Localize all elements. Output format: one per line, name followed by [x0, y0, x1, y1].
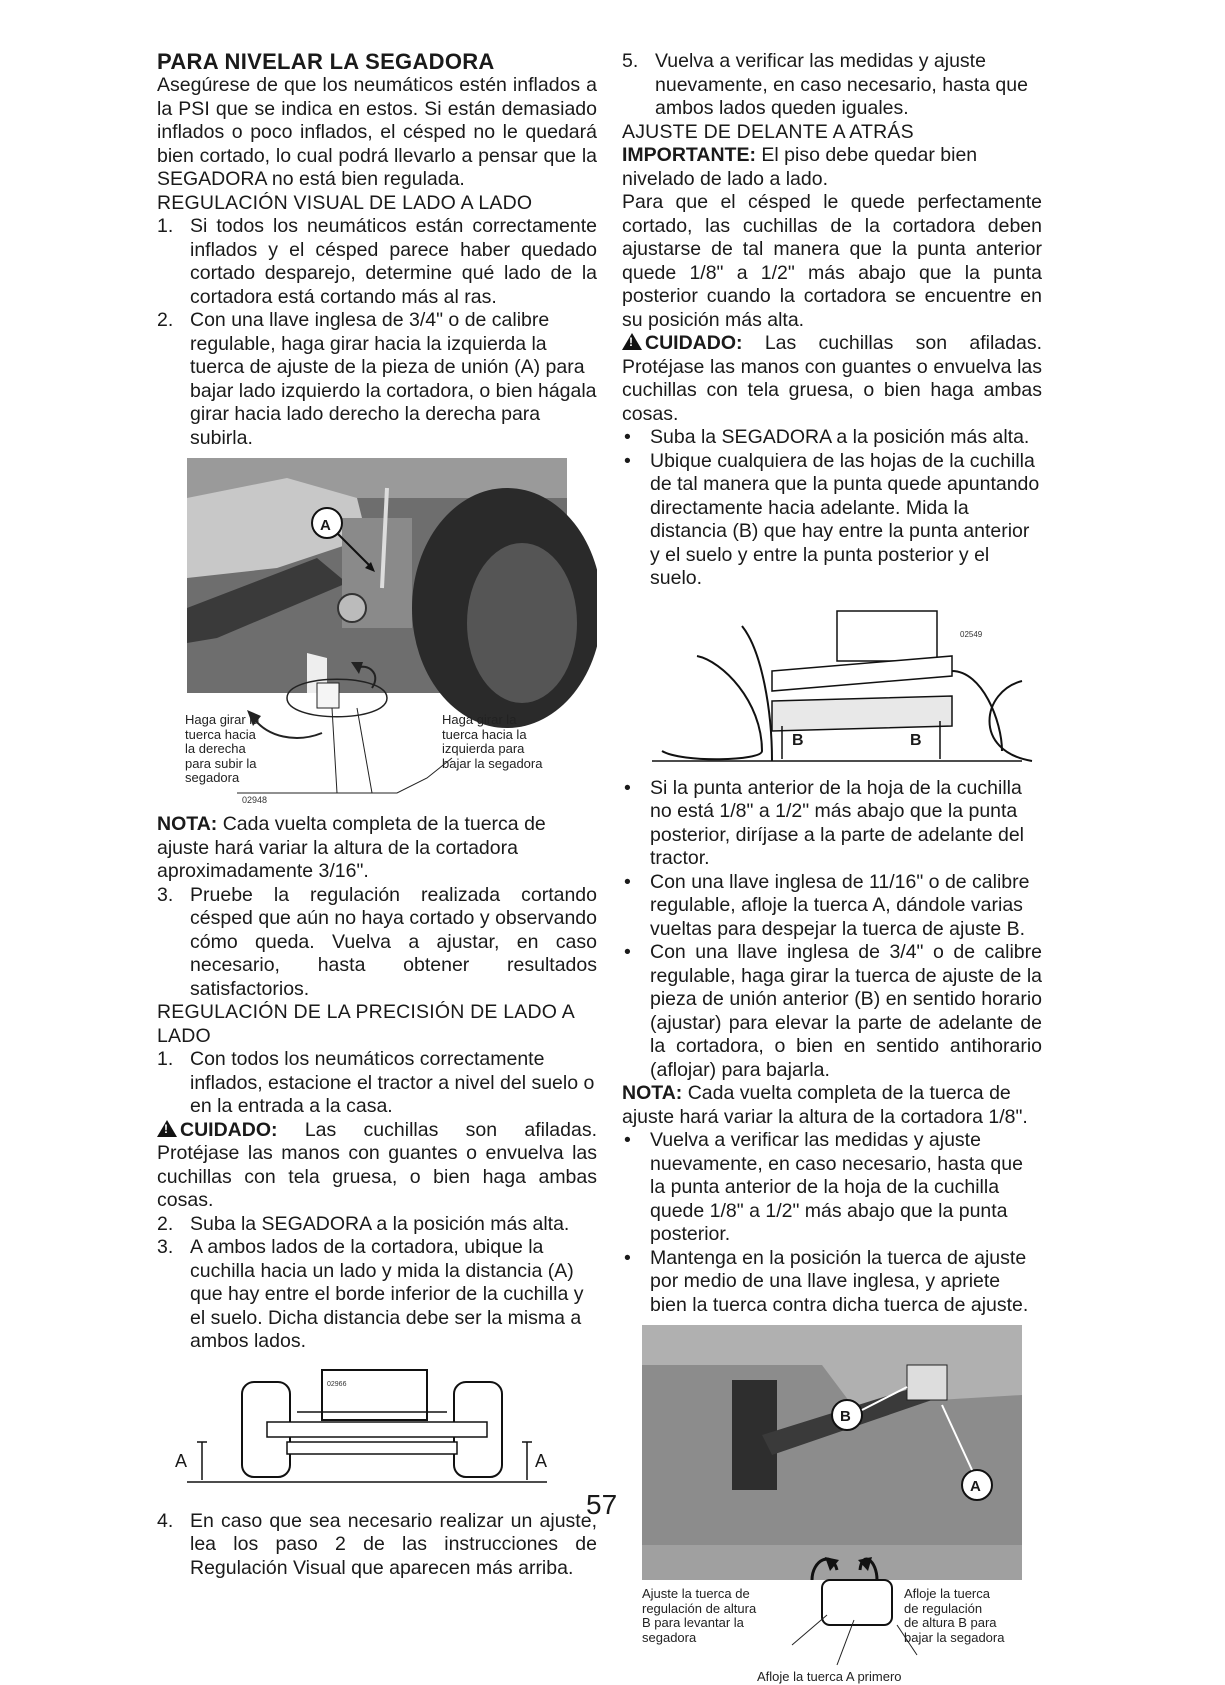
- figure-code: 02549: [960, 629, 983, 639]
- caption-raise: Ajuste la tuerca de regulación de altura B para levantar la segadora: [642, 1586, 757, 1645]
- intro-paragraph: Asegúrese de que los neumáticos estén inflados a la PSI que se indica en estos. Si están demasiado inflados o poco inflados, el césped no le quedará bien cortado, lo cual podrá llevarlo a pensar que la SEGADORA no está bien regulada.: [157, 74, 597, 190]
- nut-label-a: A: [320, 517, 331, 534]
- front-back-measure-figure: [622, 601, 1042, 771]
- figure-code: 02948: [242, 795, 268, 805]
- nut-label-b: B: [840, 1408, 851, 1425]
- nut-label-a: A: [970, 1478, 981, 1495]
- side-measure-illustration: [157, 1362, 597, 1502]
- caution-2: !CUIDADO: Las cuchillas son afiladas. Protéjase las manos con guantes o envuelva las cuchillas con tela gruesa, o bien haga ambas cosas.: [622, 332, 1042, 426]
- measure-label-right: B: [910, 731, 922, 749]
- bullet-item: • Mantenga en la posición la tuerca de ajuste por medio de una llave inglesa, y apriete bien la tuerca contra dicha tuerca de ajuste.: [624, 1246, 1029, 1316]
- caution-1: !CUIDADO: Las cuchillas son afiladas. Protéjase las manos con guantes o envuelva las cuchillas con tela gruesa, o bien haga ambas cosas.: [157, 1119, 597, 1213]
- side-measure-figure: [157, 1362, 597, 1502]
- front-adjust-figure: [622, 1325, 1042, 1685]
- step-2: 2. Con una llave inglesa de 3/4" o de calibre regulable, haga girar hacia la izquierda la tuerca de ajuste de la pieza de unión (A) para bajar lado izquierdo la cortadora, o bien hágala girar hacia lado derecho la derecha para subirla.: [157, 309, 597, 449]
- left-column: [157, 50, 597, 1580]
- step-3b: 3. A ambos lados de la cortadora, ubique la cuchilla hacia un lado y mida la distancia (A) que hay entre el borde inferior de la cuchilla y el suelo. Dicha distancia debe ser la misma a ambos lados.: [157, 1236, 584, 1352]
- step-1: 1. Si todos los neumáticos están correctamente inflados y el césped parece haber quedado cortado desparejo, determine qué lado de la cortadora está cortando más al ras.: [157, 215, 597, 308]
- measure-label-left: A: [175, 1450, 188, 1471]
- right-column: [622, 50, 1042, 1685]
- precision-regulation-heading: REGULACIÓN DE LA PRECISIÓN DE LADO A LADO: [157, 1001, 574, 1047]
- step-5: 5. Vuelva a verificar las medidas y ajuste nuevamente, en caso necesario, hasta que ambos lados queden iguales.: [622, 50, 1028, 119]
- bullet-item: • Con una llave inglesa de 3/4" o de calibre regulable, haga girar la tuerca de ajuste de la pieza de unión anterior (B) en sentido horario (ajustar) para elevar la parte de adelante de la cortadora, o bien en sentido antihorario (aflojar) para bajarla.: [624, 941, 1042, 1081]
- note-1: NOTA: Cada vuelta completa de la tuerca de ajuste hará variar la altura de la cortadora aproximadamente 3/16".: [157, 813, 546, 882]
- front-back-heading: AJUSTE DE DELANTE A ATRÁS: [622, 120, 914, 143]
- caption-raise: Haga girar la tuerca hacia la derecha para subir la segadora: [185, 712, 260, 785]
- measure-label-left: B: [792, 731, 804, 749]
- measure-label-right: A: [535, 1450, 548, 1471]
- section-title: PARA NIVELAR LA SEGADORA: [157, 49, 495, 74]
- front-back-paragraph: Para que el césped le quede perfectamente cortado, las cuchillas de la cortadora deben ajustarse de tal manera que la punta anterior quede 1/8" a 1/2" más abajo que la punta posterior cuando la cortadora se encuentre en su posición más alta.: [622, 191, 1042, 331]
- step-3: 3. Pruebe la regulación realizada cortando césped que aún no haya cortado y observando cómo queda. Vuelva a ajustar, en caso necesario, hasta obtener resultados satisfactorios.: [157, 883, 597, 1000]
- bullet-item: • Si la punta anterior de la hoja de la cuchilla no está 1/8" a 1/2" más abajo que la punta posterior, diríjase a la parte de adelante del tractor.: [624, 776, 1024, 869]
- step-1b: 1. Con todos los neumáticos correctamente inflados, estacione el tractor a nivel del suelo o en la entrada a la casa.: [157, 1048, 595, 1117]
- page-number: 57: [586, 1489, 618, 1520]
- nut-adjust-figure: [157, 458, 597, 813]
- bullet-item: • Con una llave inglesa de 11/16" o de calibre regulable, afloje la tuerca A, dándole varias vueltas para despejar la tuerca de ajuste B.: [624, 870, 1030, 940]
- warning-icon: [622, 333, 642, 350]
- bullet-item: • Vuelva a verificar las medidas y ajuste nuevamente, en caso necesario, hasta que la punta anterior de la hoja de la cuchilla quede 1/8" a 1/2" más abajo que la punta posterior.: [624, 1129, 1023, 1245]
- caption-loosen-a: Afloje la tuerca A primero: [757, 1669, 902, 1684]
- warning-icon: [157, 1120, 177, 1137]
- step-2b: 2. Suba la SEGADORA a la posición más alta.: [157, 1212, 570, 1235]
- caption-lower: Haga girar la tuerca hacia la izquierda para bajar la segadora: [442, 712, 543, 771]
- step-4: 4. En caso que sea necesario realizar un ajuste, lea los paso 2 de las instrucciones de Regulación Visual que aparecen más arriba.: [157, 1509, 597, 1579]
- figure-code: 02966: [327, 1380, 347, 1388]
- caption-lower: Afloje la tuerca de regulación de altura B para bajar la segadora: [904, 1586, 1005, 1645]
- visual-regulation-heading: REGULACIÓN VISUAL DE LADO A LADO: [157, 191, 533, 214]
- note-2: NOTA: Cada vuelta completa de la tuerca de ajuste hará variar la altura de la cortadora 1/8".: [622, 1082, 1028, 1128]
- bullet-item: • Ubique cualquiera de las hojas de la cuchilla de tal manera que la punta quede apuntando directamente hacia adelante. Mida la distancia (B) que hay entre la punta anterior y el suelo y entre la punta posterior y el suelo.: [624, 449, 1040, 589]
- bullet-item: • Suba la SEGADORA a la posición más alta.: [624, 426, 1030, 448]
- important-note: IMPORTANTE: El piso debe quedar bien nivelado de lado a lado.: [622, 144, 978, 190]
